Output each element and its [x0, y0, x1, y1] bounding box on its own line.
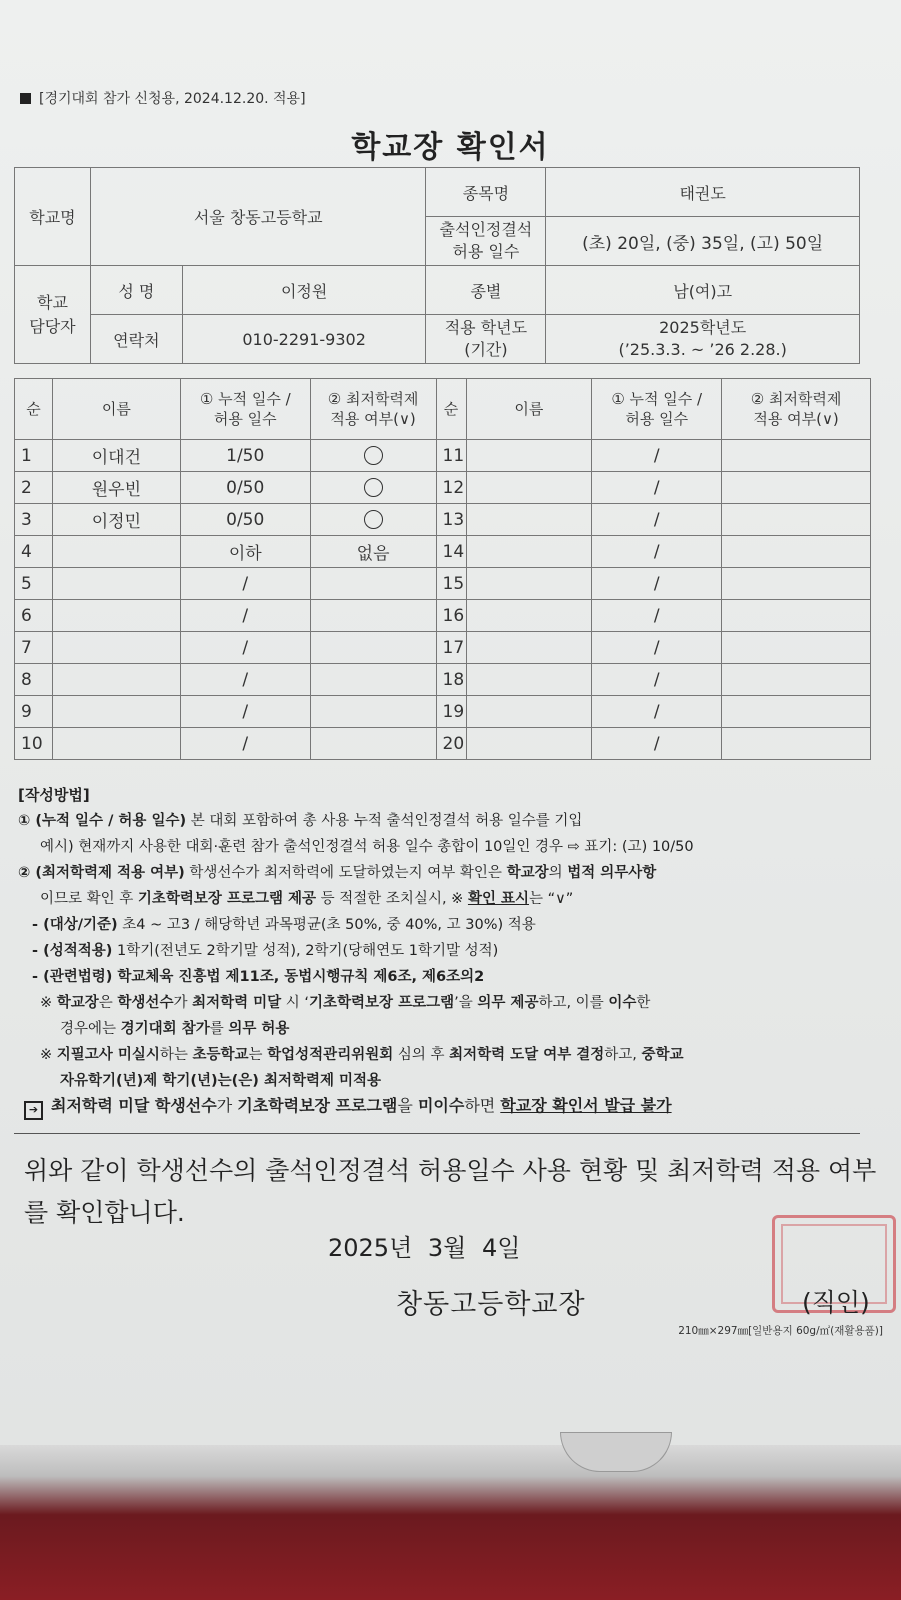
student-days: / — [180, 600, 310, 632]
n1-l2-a: 경우에는 — [60, 1021, 121, 1037]
n1-c: 은 — [98, 995, 118, 1011]
final-c: 기초학력보장 프로그램 — [237, 1096, 398, 1115]
sport-label: 종목명 — [426, 168, 546, 217]
method-item-1 — [18, 808, 888, 834]
header-no: 순 — [15, 379, 53, 440]
student-no: 19 — [436, 696, 466, 728]
n2-c: 하는 — [159, 1047, 193, 1063]
manager-name: 이정원 — [182, 266, 426, 315]
final-d: 을 — [397, 1096, 418, 1115]
student-min — [722, 472, 871, 504]
student-name — [52, 568, 180, 600]
student-name — [466, 600, 592, 632]
student-no: 5 — [15, 568, 53, 600]
student-no: 20 — [436, 728, 466, 760]
header-note-text: [경기대회 참가 신청용, 2024.12.20. 적용] — [39, 91, 306, 107]
final-b: 가 — [216, 1096, 238, 1115]
student-days: / — [592, 696, 722, 728]
student-min — [310, 440, 436, 472]
student-days: / — [592, 728, 722, 760]
student-no: 14 — [436, 536, 466, 568]
student-days: 이하 — [180, 536, 310, 568]
m2-c: 의 — [548, 865, 568, 881]
student-no: 16 — [436, 600, 466, 632]
student-name: 원우빈 — [52, 472, 180, 504]
student-days: / — [592, 568, 722, 600]
m2-d: 법적 의무사항 — [567, 865, 657, 881]
final-a: 최저학력 미달 학생선수 — [51, 1096, 217, 1115]
n1-d: 학생선수 — [117, 995, 174, 1011]
circle-mark-icon — [364, 510, 383, 529]
student-min — [722, 504, 871, 536]
student-days: / — [592, 664, 722, 696]
m2-b: 학교장 — [506, 865, 549, 881]
final-e: 미이수 — [417, 1096, 465, 1115]
student-days: / — [592, 600, 722, 632]
student-name — [52, 536, 180, 568]
student-no: 2 — [15, 472, 53, 504]
method-title: [작성방법] — [18, 786, 90, 804]
student-name — [466, 728, 592, 760]
n1-l2-d: 의무 허용 — [228, 1021, 290, 1037]
student-min — [722, 664, 871, 696]
days-label-2: 허용 일수 — [452, 242, 520, 261]
student-min — [722, 632, 871, 664]
header-name-right: 이름 — [466, 379, 592, 440]
n1-m: 한 — [636, 995, 651, 1011]
student-name — [52, 632, 180, 664]
student-name — [52, 664, 180, 696]
student-name — [466, 664, 592, 696]
n1-l: 이수 — [608, 995, 637, 1011]
days-value: (초) 20일, (중) 35일, (고) 50일 — [546, 217, 860, 266]
note-1 — [18, 990, 888, 1016]
header-min-right-1: ② 최저학력제 — [750, 390, 842, 408]
d1-bold: - (대상/기준) — [32, 917, 118, 933]
student-min — [310, 504, 436, 536]
student-name — [466, 696, 592, 728]
final-note — [24, 1093, 672, 1120]
table-row — [15, 568, 871, 600]
students-table — [14, 378, 871, 760]
issue-date: 2025년 3월 4일 — [328, 1234, 521, 1262]
n2-l2-a: 자유학기(년)제 학기(년)는(은) — [60, 1073, 259, 1089]
m2-l2-b: 기초학력보장 프로그램 제공 — [137, 891, 317, 907]
header-days-right-2: 허용 일수 — [625, 410, 689, 428]
n2-l2-b: 최저학력제 미적용 — [258, 1073, 382, 1089]
student-min — [310, 600, 436, 632]
student-min — [310, 472, 436, 504]
student-days: / — [180, 696, 310, 728]
note-2-line2 — [18, 1068, 888, 1094]
school-label: 학교명 — [15, 168, 91, 266]
method-item-2 — [18, 860, 888, 886]
year-value — [546, 315, 860, 364]
header-days-2: 허용 일수 — [213, 410, 277, 428]
table-row — [15, 504, 871, 536]
n2-i: 하고, — [604, 1047, 642, 1063]
d3-text: 학교체육 진흥법 제11조, 동법시행규칙 제6조, 제6조의2 — [112, 969, 485, 985]
d3-bold: - (관련법령) — [32, 969, 113, 985]
student-min: 없음 — [310, 536, 436, 568]
period-text: (’25.3.3. ~ ’26 2.28.) — [618, 340, 787, 359]
paper-spec-footer: 210㎜×297㎜[일반용지 60g/㎡(재활용품)] — [678, 1325, 883, 1337]
n2-h: 최저학력 도달 여부 결정 — [449, 1047, 605, 1063]
method-item-2-line2 — [18, 886, 888, 912]
method-detail-3 — [18, 964, 888, 990]
table-row — [15, 536, 871, 568]
student-min — [722, 440, 871, 472]
d2-text: 1학기(전년도 2학기말 성적), 2학기(당해연도 1학기말 성적) — [112, 943, 499, 959]
student-name — [52, 600, 180, 632]
student-days: / — [592, 440, 722, 472]
n1-e: 가 — [173, 995, 193, 1011]
header-days-right-1: ① 누적 일수 / — [611, 390, 703, 408]
student-min — [310, 728, 436, 760]
student-min — [310, 568, 436, 600]
student-name — [52, 728, 180, 760]
table-row — [15, 600, 871, 632]
header-min-1: ② 최저학력제 — [327, 390, 419, 408]
n1-f: 최저학력 미달 — [192, 995, 282, 1011]
n1-h: 기초학력보장 프로그램 — [309, 995, 455, 1011]
student-name — [466, 568, 592, 600]
header-note — [20, 88, 306, 108]
note-1-line2 — [18, 1016, 888, 1042]
student-days: 1/50 — [180, 440, 310, 472]
student-days: / — [180, 568, 310, 600]
n2-g: 심의 후 — [393, 1047, 450, 1063]
header-days-right — [592, 379, 722, 440]
student-no: 4 — [15, 536, 53, 568]
student-name — [466, 440, 592, 472]
student-no: 1 — [15, 440, 53, 472]
arrow-box-icon: ➔ — [24, 1101, 43, 1120]
student-min — [310, 632, 436, 664]
student-days: / — [592, 472, 722, 504]
student-min — [310, 696, 436, 728]
year-label-2: (기간) — [464, 340, 508, 359]
student-no: 8 — [15, 664, 53, 696]
m2-a: 학생선수가 최저학력에 도달하였는지 여부 확인은 — [184, 865, 507, 881]
n1-j: 의무 제공 — [477, 995, 539, 1011]
method-detail-1 — [18, 912, 888, 938]
school-name: 서울 창동고등학교 — [90, 168, 426, 266]
student-name: 이정민 — [52, 504, 180, 536]
final-f: 하면 — [464, 1096, 501, 1115]
student-name — [466, 472, 592, 504]
table-row — [15, 696, 871, 728]
student-no: 9 — [15, 696, 53, 728]
n2-j: 중학교 — [641, 1047, 684, 1063]
header-no-right: 순 — [436, 379, 466, 440]
d1-text: 초4 ~ 고3 / 해당학년 과목평균(초 50%, 중 40%, 고 30%) 적용 — [117, 917, 536, 933]
student-days: 0/50 — [180, 504, 310, 536]
student-no: 7 — [15, 632, 53, 664]
year-label — [426, 315, 546, 364]
n1-g: 시 ‘ — [281, 995, 310, 1011]
table-row — [15, 472, 871, 504]
table-row — [15, 728, 871, 760]
student-min — [722, 536, 871, 568]
note-2 — [18, 1042, 888, 1068]
table-row — [15, 632, 871, 664]
m1-bold: ① (누적 일수 / 허용 일수) — [18, 813, 187, 829]
m1-text: 본 대회 포함하여 총 사용 누적 출석인정결석 허용 일수를 기입 — [186, 813, 583, 829]
m2-l2-c: 등 적절한 조치실시, ※ — [316, 891, 468, 907]
n1-k: 하고, 이를 — [538, 995, 609, 1011]
n2-b: 지필고사 미실시 — [56, 1047, 160, 1063]
seal-label: (직인) — [802, 1288, 870, 1317]
d2-bold: - (성적적용) — [32, 943, 113, 959]
student-name — [466, 536, 592, 568]
n1-i: ’을 — [454, 995, 478, 1011]
n1-a: ※ — [40, 995, 57, 1011]
manager-label — [15, 266, 91, 364]
student-name — [466, 632, 592, 664]
student-days: / — [180, 728, 310, 760]
table-row — [15, 440, 871, 472]
n1-b: 학교장 — [56, 995, 99, 1011]
year-label-1: 적용 학년도 — [444, 318, 528, 337]
student-no: 6 — [15, 600, 53, 632]
writing-method — [18, 782, 888, 1094]
confirm-text: 위와 같이 학생선수의 출석인정결석 허용일수 사용 현황 및 최저학력 적용 여부를 확인합니다. — [24, 1156, 877, 1227]
background-surface — [0, 1445, 901, 1600]
header-min — [310, 379, 436, 440]
n2-d: 초등학교 — [192, 1047, 249, 1063]
student-days: / — [592, 632, 722, 664]
m2-bold: ② (최저학력제 적용 여부) — [18, 865, 185, 881]
square-bullet-icon — [20, 93, 31, 104]
student-min — [722, 728, 871, 760]
m2-l2-a: 이므로 확인 후 — [40, 891, 138, 907]
method-detail-2 — [18, 938, 888, 964]
student-no: 18 — [436, 664, 466, 696]
method-item-1-example: 예시) 현재까지 사용한 대회·훈련 참가 출석인정결석 허용 일수 총합이 10일인 경우 ⇨ 표기: (고) 10/50 — [40, 839, 694, 855]
student-no: 3 — [15, 504, 53, 536]
m2-l2-d: 확인 표시 — [467, 891, 530, 907]
sport-value: 태권도 — [546, 168, 860, 217]
m2-l2-e: 는 “∨” — [529, 891, 574, 907]
student-name — [52, 696, 180, 728]
student-days: / — [592, 504, 722, 536]
student-min — [310, 664, 436, 696]
student-no: 17 — [436, 632, 466, 664]
divider — [14, 1133, 860, 1134]
student-days: / — [180, 632, 310, 664]
final-g: 학교장 확인서 발급 불가 — [500, 1096, 672, 1115]
days-label-1: 출석인정결석 — [439, 220, 533, 239]
n2-a: ※ — [40, 1047, 57, 1063]
student-no: 12 — [436, 472, 466, 504]
year-value-text: 2025학년도 — [659, 318, 747, 337]
manager-label-2: 담당자 — [29, 316, 76, 336]
student-no: 11 — [436, 440, 466, 472]
header-days-1: ① 누적 일수 / — [199, 390, 291, 408]
principal-name: 창동고등학교장 — [396, 1289, 586, 1320]
contact-value: 010-2291-9302 — [182, 315, 426, 364]
student-no: 10 — [15, 728, 53, 760]
header-days — [180, 379, 310, 440]
student-name — [466, 504, 592, 536]
gender-label: 종별 — [426, 266, 546, 315]
student-name: 이대건 — [52, 440, 180, 472]
n2-f: 학업성적관리위원회 — [267, 1047, 394, 1063]
student-min — [722, 568, 871, 600]
student-days: / — [592, 536, 722, 568]
circle-mark-icon — [364, 446, 383, 465]
manager-label-1: 학교 — [36, 292, 68, 312]
circle-mark-icon — [364, 478, 383, 497]
student-no: 15 — [436, 568, 466, 600]
header-min-2: 적용 여부(∨) — [330, 410, 416, 428]
info-table — [14, 167, 860, 364]
student-min — [722, 600, 871, 632]
student-min — [722, 696, 871, 728]
gender-value: 남(여)고 — [546, 266, 860, 315]
n1-l2-c: 를 — [209, 1021, 229, 1037]
n1-l2-b: 경기대회 참가 — [120, 1021, 210, 1037]
document-title: 학교장 확인서 — [351, 130, 550, 165]
student-days: 0/50 — [180, 472, 310, 504]
name-label: 성 명 — [90, 266, 182, 315]
days-label — [426, 217, 546, 266]
header-name: 이름 — [52, 379, 180, 440]
header-min-right — [722, 379, 871, 440]
header-min-right-2: 적용 여부(∨) — [753, 410, 839, 428]
table-row — [15, 664, 871, 696]
n2-e: 는 — [248, 1047, 268, 1063]
contact-label: 연락처 — [90, 315, 182, 364]
student-no: 13 — [436, 504, 466, 536]
student-days: / — [180, 664, 310, 696]
